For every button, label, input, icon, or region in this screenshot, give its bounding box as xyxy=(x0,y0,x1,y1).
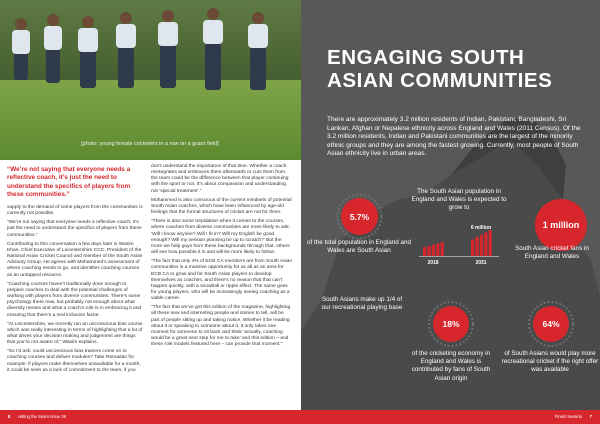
chart-bar xyxy=(423,247,426,256)
body-paragraph: don’t understand the importance of that time. Whether a coach reintegrates and embraces them afterwards or cuts them from the team could be the difference between that player continuing with the sport or not. It’s about compassion and understanding, not ‘special treatment’.” xyxy=(151,164,289,194)
footer-title: Finish Session xyxy=(554,414,582,419)
body-paragraph: “The fact that only 4% of ECB CA members are from South Asian communities is a massive opportunity for us all as an area for ECB CA to grow and for South Asian players to develop themselves as coaches, and there’s no reason that that can’t happen quickly, with a snowball or ripple effect. The same goes for young players, who will be increasingly seeing coaching as a viable career. xyxy=(151,259,293,302)
stat-circle-potential xyxy=(533,306,569,342)
chart-bar xyxy=(441,242,444,256)
stat-population-text: of the total population in England and Wales are South Asian xyxy=(307,239,411,255)
stat-value: 64% xyxy=(542,319,560,329)
chart-tick-label: 2018 xyxy=(427,260,439,266)
chart-bar xyxy=(475,237,478,256)
photo-label: [photo: young female cricketers in a row on a grass field] xyxy=(81,141,219,147)
pull-quote: “We’re not saying that everyone needs a reflective coach, it’s just the need to understand the specifics of players from these communities.” xyxy=(7,166,131,199)
right-footer xyxy=(301,410,600,424)
intro-text: There are approximately 3.2 million residents of Indian, Pakistani, Bangladeshi, Sri Lankan, Afghan or Nepalese ethnicity across England and Wales (2011 Census). Of the 3.2 million residents, Indian and Pakistani communities are the largest of the minority ethnic groups and they are among the fastest growing. Currently, most people of South Asian ethnicity live in urban areas. xyxy=(327,116,581,158)
right-page xyxy=(301,0,600,424)
body-column-2 xyxy=(151,164,293,351)
page-number: 7 xyxy=(589,414,592,419)
chart-bar xyxy=(480,235,483,256)
chart-bar xyxy=(427,246,430,256)
stat-value: 5.7% xyxy=(349,211,370,222)
chart-annotation: 6 million xyxy=(470,225,492,231)
stat-recreational-text: South Asians make up 1/4 of our recreational playing base xyxy=(321,296,403,312)
stat-economy-text: of the cricketing economy in England and Wales is contributed by fans of South Asian origin xyxy=(411,350,491,382)
headline: ENGAGING SOUTH ASIAN COMMUNITIES xyxy=(327,46,553,92)
page-number: 8 xyxy=(8,414,11,419)
chart-bar xyxy=(471,239,474,256)
body-paragraph: Contributing to this conversation a few days later is Wasim Khan, Chief Executive of Leicestershire CCC, President of the National Asian Cricket Council and member of the South Asian Advisory Group. He agrees with Mohammed’s assessment of where coaching needs to go, and identifies coaching courses as an untapped resource. xyxy=(7,241,143,278)
chart-bar xyxy=(489,230,492,256)
chart-bar xyxy=(484,232,487,256)
growth-bar-chart xyxy=(411,220,507,266)
chart-tick-label: 2031 xyxy=(475,260,487,266)
left-footer xyxy=(0,410,301,424)
stat-value: 18% xyxy=(442,319,460,329)
body-paragraph: “At Leicestershire, we recently ran an unconscious bias course which was really interesting in terms of highlighting that a lot of what drives your decision making and judgement are things that you’re not aware of,” Wasim explains. xyxy=(7,321,143,346)
stat-circle-fans xyxy=(535,199,587,251)
body-paragraph: “So I’d ask: could unconscious bias trainers come on to coaching courses and deliver modules? Take Ramadan for example: if players make themselves unavailable for a month, it could be seen as a lack of commitment to the team, if you xyxy=(7,349,141,373)
stat-fans-text: South Asian cricket fans in England and Wales xyxy=(515,245,589,261)
chart-bar xyxy=(432,245,435,256)
body-paragraph: “The fact that we’ve got this edition of the magazine, highlighting all these new and interesting people and stories to tell, will be part of people sitting up and taking notice. Whether it be reading about it or speaking to someone about it, it only takes one moment for someone to sit back and think ‘actually, coaching would be a great next step for me to take’ and this edition – and these role models featured here – can provide that moment.” xyxy=(151,305,291,348)
body-paragraph: “There is also some trepidation when it comes to the courses, where coaches from diverse communities are more likely to ask: ‘Will I know anyone? Will I fit in? Will my English be good enough? Will my session planning be up to scratch?’ But the more we help guys from these backgrounds through that, others will see how possible it is and will be more likely to follow. xyxy=(151,219,290,256)
stat-value: 1 million xyxy=(542,220,580,230)
body-paragraph: Mohammed is also conscious of the current mindsets of potential South Asian coaches, which have been influenced by age-old feelings that the formal structures of cricket are not for them. xyxy=(151,197,292,216)
stat-growth-text: The South Asian population in England and Wales is expected to grow to xyxy=(411,188,507,212)
footer-title: Hitting the Seam Issue 39 xyxy=(18,414,66,419)
body-column-1 xyxy=(7,205,143,377)
body-paragraph: supply to the demand of some players from the communities is currently not possible. xyxy=(7,205,143,217)
stat-circle-recreational xyxy=(433,306,469,342)
body-paragraph: “We’re not saying that everyone needs a reflective coach, it’s just the need to understand the specifics of players from these communities.” xyxy=(7,220,142,238)
stat-circle-population xyxy=(341,198,378,235)
body-paragraph: “Coaching courses haven’t traditionally done enough to prepare coaches to deal with the potential challenges of working with players from diverse communities. There’s some psychology there now, but probably not enough about what diversity means and what a coach’s role is in embracing it and ensuring that there’s a real inclusion factor. xyxy=(7,281,142,318)
cricket-team-photo xyxy=(0,0,301,160)
chart-bar xyxy=(436,243,439,256)
stat-potential-text: of South Asians would play more recreational cricket if the right offer was available xyxy=(501,350,599,374)
